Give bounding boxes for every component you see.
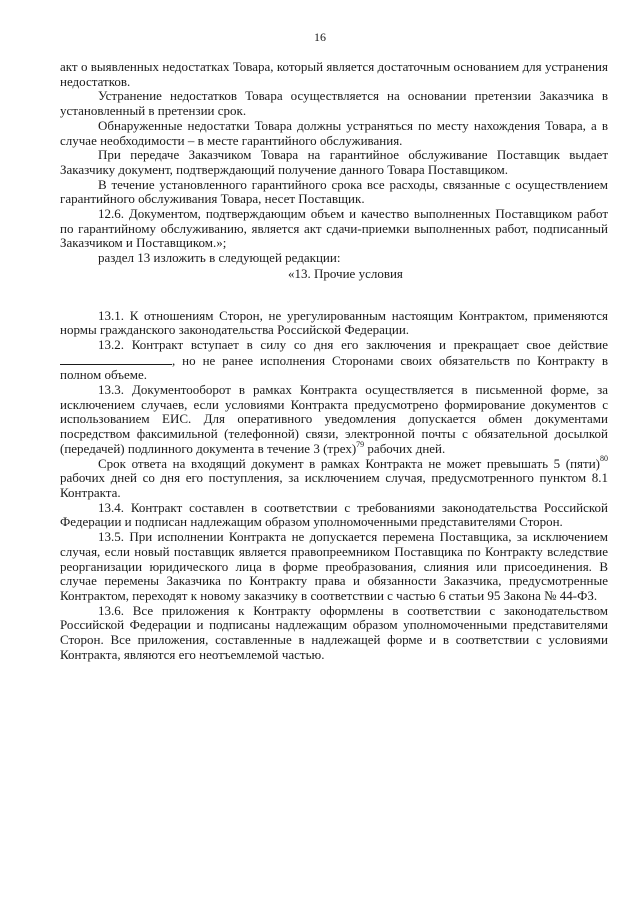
paragraph-13-2-start: 13.2. Контракт вступает в силу со дня его заключения и прекращает свое действие bbox=[98, 336, 608, 352]
paragraph-13-2-end: , но не ранее исполнения Сторонами своих обязательств по Контракту в полном объеме. bbox=[60, 352, 608, 383]
paragraph-13-3-text: 13.3. Документооборот в рамках Контракта осуществляется в письменной форме, за исключением случаев, если условиями Контракта предусмотрено формирование документов с использованием ЕИС. Для оперативного уведомления допускается обмен документами посредством факсимильной (телефонной) связи, электронной почты с обязательной досылкой (передачей) подлинного документа в течение 3 (трех) bbox=[60, 382, 608, 456]
paragraph-13-1: 13.1. К отношениям Сторон, не урегулированным настоящим Контрактом, применяются нормы гражданского законодательства Российской Федерации. bbox=[60, 307, 608, 338]
document-body bbox=[60, 60, 608, 662]
paragraph-response-term bbox=[60, 454, 608, 501]
section-13-heading: «13. Прочие условия bbox=[288, 265, 403, 281]
paragraph-response-term-text: Срок ответа на входящий документ в рамках Контракта не может превышать 5 (пяти) bbox=[98, 455, 600, 471]
date-blank-line bbox=[60, 353, 172, 365]
paragraph-13-6: 13.6. Все приложения к Контракту оформлены в соответствии с законодательством Российской Федерации и подписаны надлежащим образом уполномоченными представителями Сторон. Все приложения, составленные в надлежащей форме и в соответствии с условиями Контракта, являются его неотъемлемой частью. bbox=[60, 602, 608, 662]
paragraph-13-2 bbox=[60, 338, 608, 383]
paragraph-warranty-expenses: В течение установленного гарантийного срока все расходы, связанные с осуществлением гарантийного обслуживания Товара, несет Поставщик. bbox=[60, 176, 608, 207]
paragraph-defects-location: Обнаруженные недостатки Товара должны устраняться по месту нахождения Товара, а в случае необходимости – в месте гарантийного обслуживания. bbox=[60, 117, 608, 148]
footnote-ref-80: 80 bbox=[600, 454, 608, 464]
paragraph-13-3-end: рабочих дней. bbox=[364, 440, 446, 456]
footnote-ref-79: 79 bbox=[356, 439, 365, 449]
paragraph-13-3 bbox=[60, 383, 608, 457]
paragraph-section-13-intro: раздел 13 изложить в следующей редакции: bbox=[98, 250, 341, 266]
paragraph-13-5: 13.5. При исполнении Контракта не допускается перемена Поставщика, за исключением случая, если новый поставщик является правопреемником Поставщика по Контракту вследствие реорганизации юридического лица в форме преобразования, слияния или присоединения. В случае перемены Заказчика по Контракту права и обязанности Заказчика, предусмотренные Контрактом, переходят к новому заказчику в соответствии с частью 6 статьи 95 Закона № 44-ФЗ. bbox=[60, 529, 608, 603]
paragraph-defects-act: акт о выявленных недостатках Товара, который является достаточным основанием для устранения недостатков. bbox=[60, 59, 608, 89]
paragraph-12-6: 12.6. Документом, подтверждающим объем и качество выполненных Поставщиком работ по гарантийному обслуживанию, является акт сдачи-приемки выполненных работ, подписанный Заказчиком и Поставщиком.»; bbox=[60, 206, 608, 251]
paragraph-13-4: 13.4. Контракт составлен в соответствии с требованиями законодательства Российской Федерации и подписан надлежащим образом уполномоченными представителями Сторон. bbox=[60, 499, 608, 530]
paragraph-response-term-end: рабочих дней со дня его поступления, за исключением случая, предусмотренного пунктом 8.1 Контракта. bbox=[60, 470, 608, 500]
paragraph-defects-elimination: Устранение недостатков Товара осуществляется на основании претензии Заказчика в установленный в претензии срок. bbox=[60, 88, 608, 119]
page-number: 16 bbox=[314, 30, 326, 44]
paragraph-warranty-transfer: При передаче Заказчиком Товара на гарантийное обслуживание Поставщик выдает Заказчику документ, подтверждающий получение данного Товара Поставщиком. bbox=[60, 147, 608, 177]
